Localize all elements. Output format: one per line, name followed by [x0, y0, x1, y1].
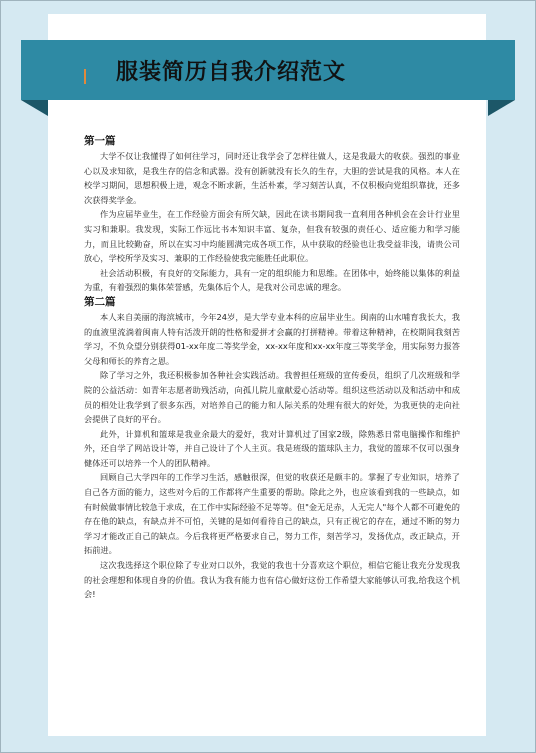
- title-accent-bar: [84, 69, 86, 84]
- paragraph: 除了学习之外，我还积极参加各种社会实践活动。我曾担任班级的宣传委员，组织了几次班级和学院的公益活动：如青年志愿者助残活动，向孤儿院儿童献爱心活动等。组织这些活动以及和活动中和成员的相处让我学到了很多东西，对培养自己的能力和人际关系的处理有很大的好处，为我更快的走向社会提供了良好的平台。: [84, 370, 460, 425]
- paragraph: 此外，计算机和篮球是我业余最大的爱好，我对计算机过了国家2级，除熟悉日常电脑操作和维护外，还自学了网站设计等，并自己设计了个人主页。我是班级的篮球队主力，我觉的篮球不仅可以强身健体还可以培养一个人的团队精神。: [84, 428, 460, 468]
- paragraph: 本人来自美丽的海滨城市，今年24岁，是大学专业本科的应届毕业生。闽南的山水哺育我长大，我的血液里流淌着闽南人特有活泼开朗的性格和爱拼才会赢的打拼精神。带着这种精神，在校期间我刻苦学习，不负众望分别获得01-xx年度二等奖学金，xx-xx年度和xx-xx年度三等奖学金，用实际努力报答父母和师长的养育之恩。: [84, 311, 460, 366]
- paragraph: 大学不仅让我懂得了如何往学习，同时还让我学会了怎样往做人，这是我最大的收获。强烈的事业心以及求知欲，是我生存的信念和武器。没有创新就没有长久的生存，大胆的尝试是我的风格。本人在校学习期间，思想积极上进，观念不断求新，生活朴素，学习刻苦认真，不仅积极向党组织靠拢，还多次获得奖学金。: [84, 151, 460, 205]
- paragraph: 这次我选择这个职位除了专业对口以外，我觉的我也十分喜欢这个职位，相信它能让我充分发现我的社会理想和体现自身的价值。我认为我有能力也有信心做好这份工作希望大家能够认可我,给我这个机会!: [84, 560, 460, 600]
- section-1: [84, 134, 460, 295]
- banner-fold-left: [21, 100, 48, 116]
- section-2: [84, 295, 460, 602]
- section-heading: 第一篇: [84, 135, 116, 147]
- document-title: 服装简历自我介绍范文: [116, 60, 347, 85]
- banner-fold-right: [488, 100, 515, 116]
- paragraph: 作为应届毕业生，在工作经验方面会有所欠缺，因此在读书期间我一直利用各种机会在会计行业里实习和兼职。我发现，实际工作远比书本知识丰富、复杂，但我有较强的责任心、适应能力和学习能力，而且比较勤奋，所以在实习中均能圆满完成各项工作，从中获取的经验也让我受益非浅，请贵公司放心，学校所学及实习、兼职的工作经验使我完能胜任此职位。: [84, 209, 460, 264]
- section-heading: 第二篇: [84, 295, 116, 308]
- paragraph: 社会活动积极，有良好的交际能力，具有一定的组织能力和思维。在团体中，始终能以集体的利益为重，有着强烈的集体荣誉感，先集体后个人，是我对公司忠诚的理念。: [84, 267, 460, 293]
- document-body: [84, 134, 460, 602]
- paragraph: 回顾自己大学四年的工作学习生活，感触很深，但觉的收获还是颇丰的。掌握了专业知识，培养了自己各方面的能力，这些对今后的工作都将产生重要的帮助。除此之外，也应该看到我的一些缺点，如有时候做事情比较急于求成，在工作中实际经验不足等等。但"金无足赤，人无完人"每个人都不可避免的存在他的缺点，有缺点并不可怕，关键的是如何看待自己的缺点，只有正视它的存在，通过不断的努力学习才能改正自己的缺点。今后我将更严格要求自己，努力工作，刻苦学习，发扬优点，改正缺点，开拓前进。: [84, 472, 460, 556]
